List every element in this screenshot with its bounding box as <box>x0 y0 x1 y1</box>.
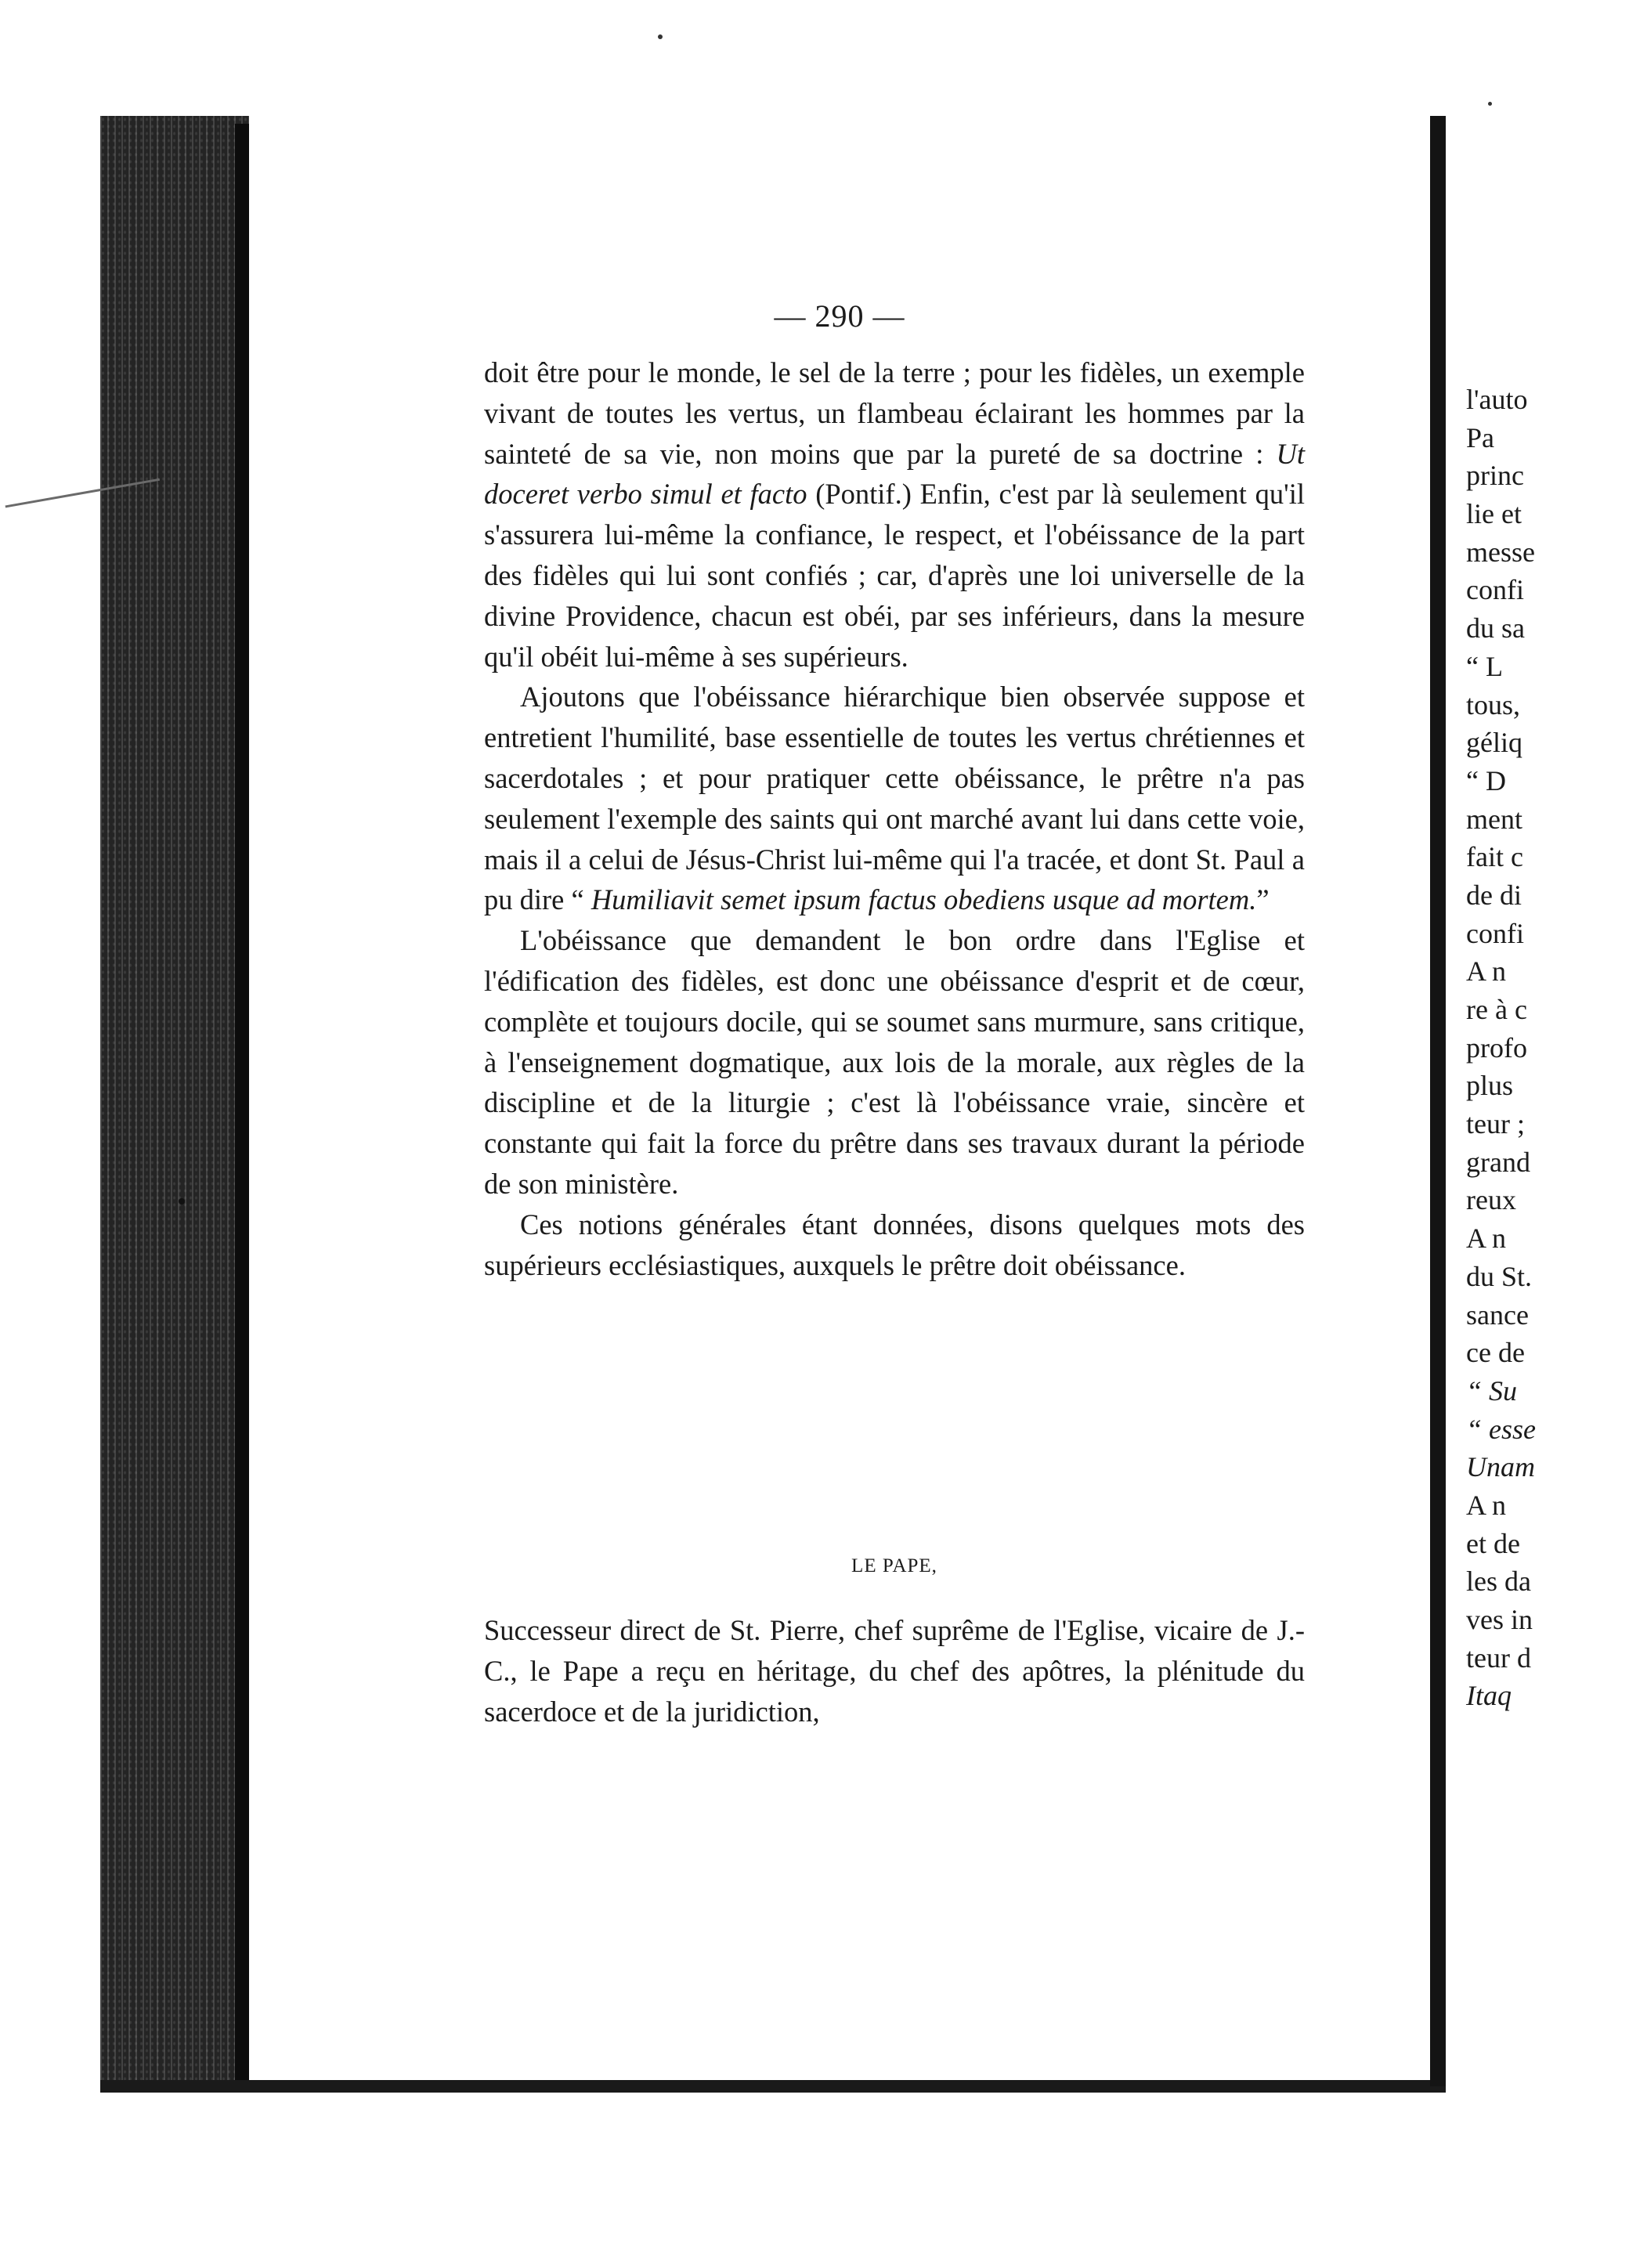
right-page-line: fait c <box>1466 841 1523 873</box>
right-page-line: du St. <box>1466 1260 1533 1292</box>
right-page-line: A n <box>1466 955 1507 988</box>
section-body-text <box>484 1610 1305 1732</box>
page-number: — 290 — <box>774 298 905 334</box>
right-page-line: reux <box>1466 1184 1516 1216</box>
right-page-line: Pa <box>1466 421 1494 453</box>
right-page-line: tous, <box>1466 688 1521 720</box>
book-spine-shadow <box>235 124 251 2085</box>
right-page-line: de di <box>1466 879 1522 911</box>
right-page-line: plus <box>1466 1070 1514 1102</box>
book-page-edges <box>100 116 249 2086</box>
paragraph-text: Successeur direct de St. Pierre, chef suprême de l'Eglise, vicaire de J.-C., le Pape a reçu en héritage, du chef des apôtres, la plénitude du sacerdoce et de la juridiction, <box>484 1614 1305 1728</box>
right-page-line: l'auto <box>1466 384 1528 415</box>
right-page-line: géliq <box>1466 727 1522 759</box>
paragraph <box>484 920 1305 1204</box>
paragraph-text: (Pontif.) Enfin, c'est par là seulement qu'il s'assurera lui-même la confiance, le respect, et l'obéissance de la part des fidèles qui lui sont confiés ; car, d'après une loi universelle de la divine Providence, chacun est obéi, par ses inférieurs, dans la mesure qu'il obéit lui-même à ses supérieurs. <box>484 478 1305 673</box>
paragraph <box>484 677 1305 920</box>
left-page <box>249 116 1430 2080</box>
right-page-text <box>1466 381 1536 1715</box>
paragraph <box>484 352 1305 677</box>
right-page-line: du sa <box>1466 612 1525 645</box>
paragraph-text: L'obéissance que demandent le bon ordre dans l'Eglise et l'édification des fidèles, est donc une obéissance d'esprit et de cœur, complète et toujours docile, qui se soumet sans murmure, sans critique, à l'enseignement dogmatique, aux lois de la morale, aux règles de la discipline et de la liturgie ; c'est là l'obéissance vraie, sincère et constante qui fait la force du prêtre dans ses travaux durant la période de son ministère. <box>484 924 1305 1200</box>
paragraph-text: ” <box>1256 883 1270 916</box>
latin-quotation: Ut doceret verbo simul et facto <box>484 437 1305 511</box>
section-heading: LE PAPE, <box>851 1555 937 1576</box>
right-page-line: ment <box>1466 803 1522 835</box>
dust-speck <box>179 1198 185 1204</box>
body-text <box>484 352 1305 1285</box>
latin-quotation: Humiliavit semet ipsum factus obediens usque ad mortem. <box>591 883 1257 916</box>
right-page-line: et de <box>1466 1527 1520 1559</box>
right-page-line: lie et <box>1466 498 1522 530</box>
right-page-line: “ L <box>1466 650 1503 682</box>
book-bottom-edge <box>100 2080 1446 2093</box>
book-gutter <box>1430 116 1446 2086</box>
right-page-line: sance <box>1466 1298 1529 1331</box>
right-page-line: confi <box>1466 574 1524 606</box>
paragraph-text: Ces notions générales étant données, disons quelques mots des supérieurs ecclésiastiques, auxquels le prêtre doit obéissance. <box>484 1208 1305 1281</box>
right-page-line: profo <box>1466 1031 1527 1064</box>
right-page-line: grand <box>1466 1146 1530 1178</box>
right-page-line: “ Su <box>1466 1374 1518 1407</box>
right-page-line: A n <box>1466 1222 1507 1255</box>
right-page-line: Unam <box>1466 1451 1535 1483</box>
paragraph-text: doit être pour le monde, le sel de la terre ; pour les fidèles, un exemple vivant de toutes les vertus, un flambeau éclairant les hommes par la sainteté de sa vie, non moins que par la pureté de sa doctrine : <box>484 356 1305 470</box>
right-page-line: A n <box>1466 1489 1507 1521</box>
right-page-line: “ D <box>1466 764 1506 796</box>
right-page-line: princ <box>1466 460 1524 492</box>
right-page-line: ce de <box>1466 1337 1525 1369</box>
paragraph-text: Ajoutons que l'obéissance hiérarchique bien observée suppose et entretient l'humilité, base essentielle de toutes les vertus chrétiennes et sacerdotales ; et pour pratiquer cette obéissance, le prêtre n'a pas seulement l'exemple des saints qui ont marché avant lui dans cette voie, mais il a celui de Jésus-Christ lui-même qui l'a tracée, et dont St. Paul a pu dire “ <box>484 681 1305 916</box>
right-page-line: confi <box>1466 917 1524 949</box>
paragraph <box>484 1610 1305 1732</box>
dust-speck <box>658 34 663 39</box>
right-page-line: re à c <box>1466 994 1527 1025</box>
right-page-line: teur d <box>1466 1641 1531 1674</box>
right-page-line: teur ; <box>1466 1108 1525 1140</box>
dust-speck <box>1488 102 1492 106</box>
right-page-fragment <box>1446 132 1629 2086</box>
right-page-line: messe <box>1466 536 1535 568</box>
right-page-line: ves in <box>1466 1604 1533 1635</box>
right-page-line: “ esse <box>1466 1413 1536 1445</box>
paragraph <box>484 1204 1305 1286</box>
right-page-line: les da <box>1466 1566 1531 1598</box>
right-page-line: Itaq <box>1466 1680 1512 1712</box>
